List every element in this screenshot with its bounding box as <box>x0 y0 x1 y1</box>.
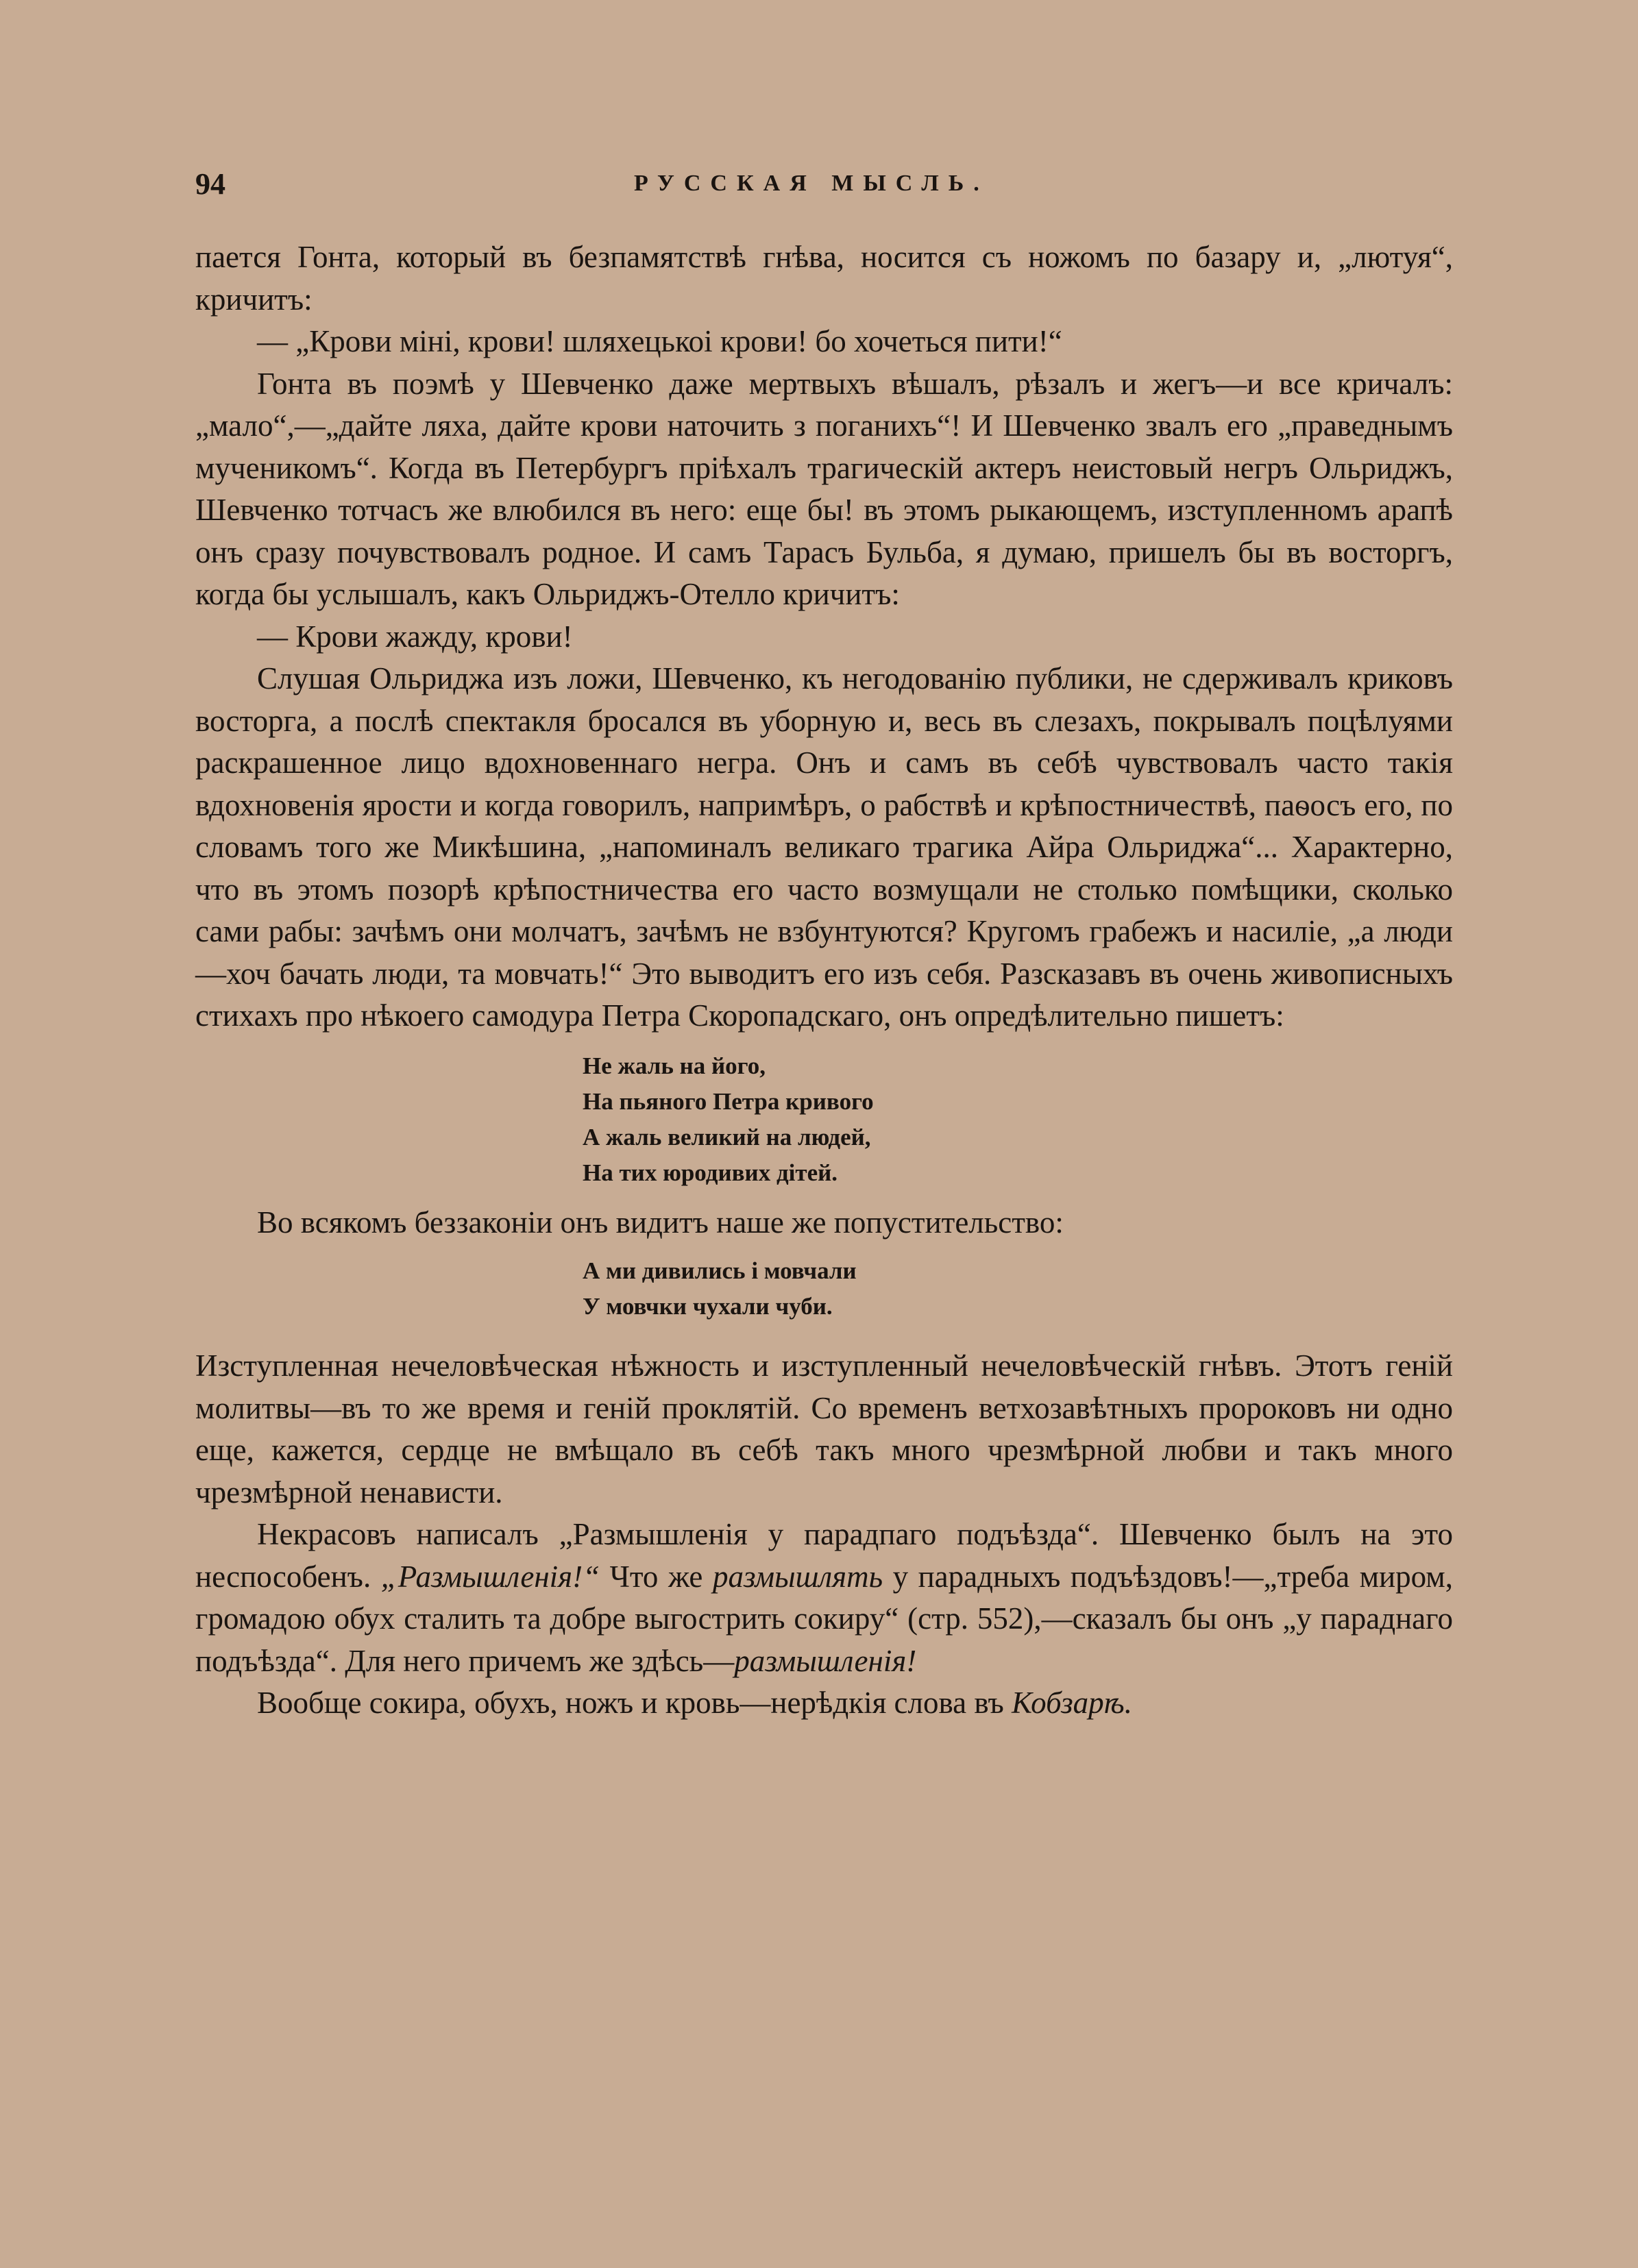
verse-line: На пьяного Петра кривого <box>583 1087 874 1115</box>
page-number: 94 <box>195 167 225 201</box>
verse-line: А жаль великий на людей, <box>583 1123 871 1150</box>
paragraph-aldridge: Слушая Ольриджа изъ ложи, Шевченко, къ негодованiю публики, не сдерживалъ криковъ восторга, а послѣ спектакля бросался въ уборную и, весь въ слезахъ, покрывалъ поцѣлуями раскрашенное лицо вдохновеннаго негра. Онъ и самъ въ себѣ чувствовалъ часто такiя вдохновенiя ярости и когда говорилъ, напримѣръ, о рабствѣ и крѣпостничествѣ, паѳосъ его, по словамъ того же Микѣшина, „напоминалъ великаго трагика Айра Ольриджа“... Характерно, что въ этомъ позорѣ крѣпостничества его часто возмущали не столько помѣщики, сколько сами рабы: зачѣмъ они молчатъ, зачѣмъ не взбунтуются? Кругомъ грабежъ и насилiе, „а люди—хоч бачать люди, та мовчать!“ Это выводитъ его изъ себя. Разсказавъ въ очень живописныхъ стихахъ про нѣкоего самодура Петра Скоропадскаго, онъ опредѣлительно пишетъ: <box>195 661 1453 1033</box>
paragraph-text: Что же <box>600 1559 713 1594</box>
paragraph-lawlessness: Во всякомъ беззаконiи онъ видитъ наше же попустительство: <box>257 1205 1064 1240</box>
paragraph-tenderness: Изступленная нечеловѣческая нѣжность и изступленный нечеловѣческiй гнѣвъ. Этотъ генiй молитвы—въ то же время и генiй проклятiй. Со временъ ветхозавѣтныхъ пророковъ ни одно еще, кажется, сердце не вмѣщало въ себѣ такъ много чрезмѣрной любви и такъ много чрезмѣрной ненависти. <box>195 1348 1453 1509</box>
verse-line: Не жаль на його, <box>583 1052 766 1079</box>
paragraph-gonta-poem: Гонта въ поэмѣ у Шевченко даже мертвыхъ вѣшалъ, рѣзалъ и жегъ—и все кричалъ: „мало“,—„дайте ляха, дайте крови наточить з поганихъ“! И Шевченко звалъ его „праведнымъ мученикомъ“. Когда въ Петербургъ прiѣхалъ трагическiй актеръ неистовый негръ Ольриджъ, Шевченко тотчасъ же влюбился въ него: еще бы! въ этомъ рыкающемъ, изступленномъ арапѣ онъ сразу почувствовалъ родное. И самъ Тарасъ Бульба, я думаю, пришелъ бы въ восторгъ, когда бы услышалъ, какъ Ольриджъ-Отелло кричитъ: <box>195 366 1453 611</box>
quote-othello: — Крови жажду, крови! <box>257 619 573 654</box>
italic-text: размышлять <box>712 1559 883 1594</box>
paragraph-1: пается Гонта, который въ безпамятствѣ гнѣва, носится съ ножомъ по базару и, „лютуя“, кричитъ: <box>195 240 1453 317</box>
verse-line: А ми дивились i мовчали <box>583 1257 857 1284</box>
italic-text: „Размышленiя!“ <box>380 1559 600 1594</box>
paragraph-nekrasov <box>195 1514 1453 1682</box>
paragraph-text: Вообще сокира, обухъ, ножъ и кровь—нерѣдкiя слова въ <box>257 1686 1012 1720</box>
page-header <box>195 167 1450 208</box>
verse-block-1 <box>195 1037 1453 1202</box>
verse-block-2 <box>195 1244 1453 1345</box>
italic-text: Кобзарѣ. <box>1012 1686 1132 1720</box>
italic-text: размышленiя! <box>734 1643 917 1678</box>
running-title: РУССКАЯ МЫСЛЬ. <box>634 171 989 196</box>
quote-gonta: — „Крови мiнi, крови! шляхецькоi крови! бо хочеться пити!“ <box>257 324 1062 358</box>
paragraph-kobzar <box>195 1682 1453 1725</box>
verse-line: На тих юродивих дiтей. <box>583 1159 838 1186</box>
body-text <box>195 236 1453 1725</box>
verse-line: У мовчки чухали чуби. <box>583 1293 833 1320</box>
paragraph-text: у парадныхъ подъѣздовъ!—„треба миром, громадою обух сталить та добре выгострить сокиру“ (стр. 552),—сказалъ бы онъ „у параднаго подъѣзда“. Для него причемъ же здѣсь— <box>195 1559 1453 1678</box>
paragraph-text: Некрасовъ написалъ „Размышленiя у парадпаго подъѣзда“. Шевченко былъ на это неспособенъ. <box>195 1517 1453 1594</box>
